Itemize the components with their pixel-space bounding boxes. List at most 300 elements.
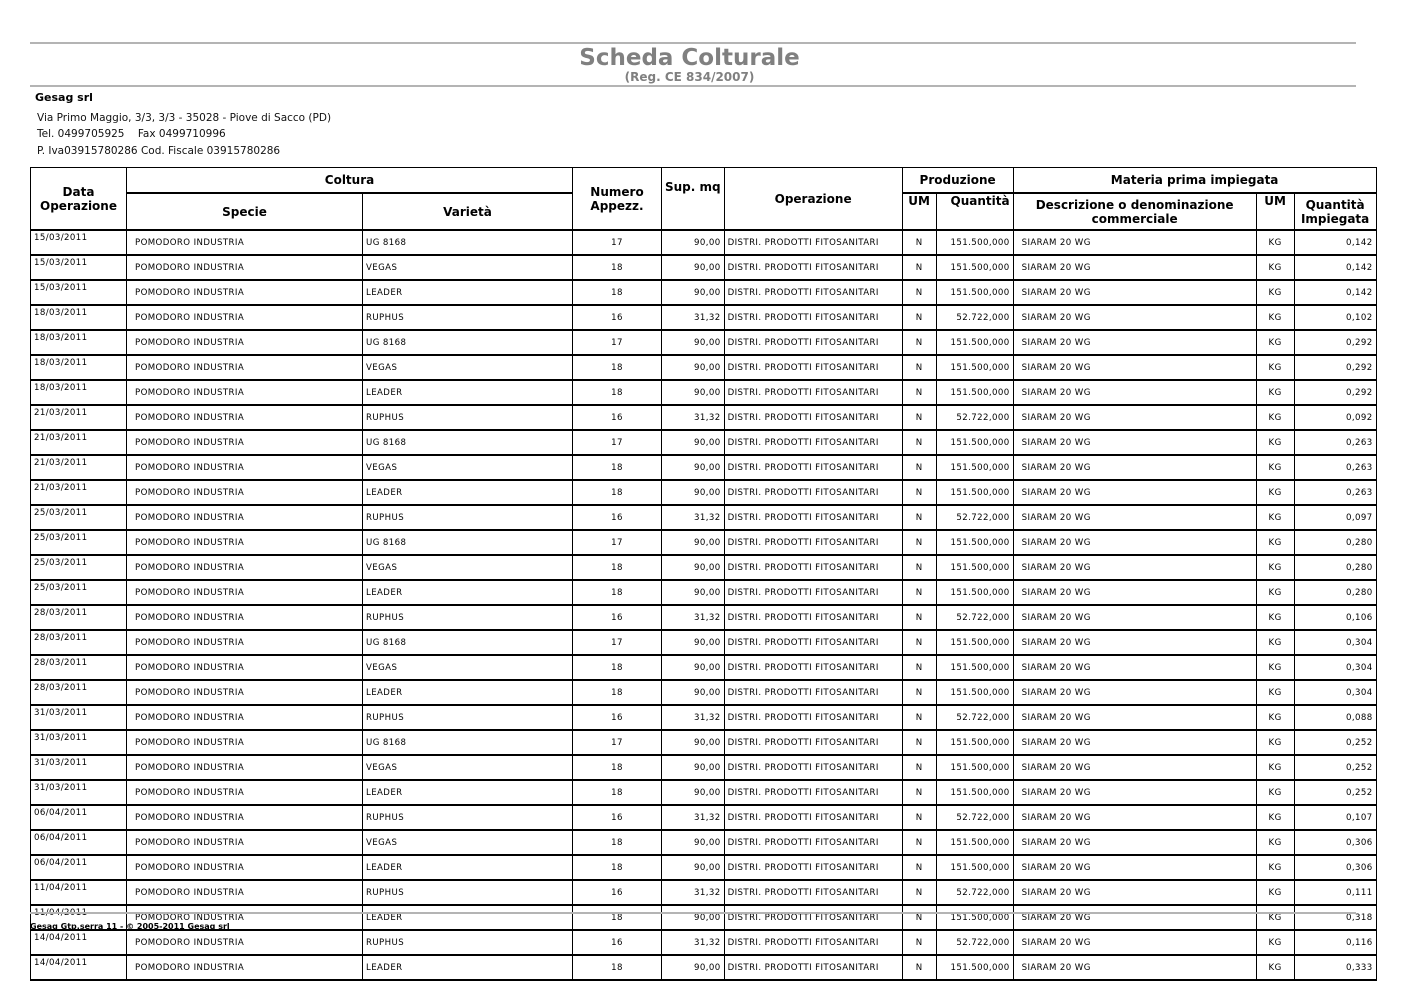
cell-specie: POMODORO INDUSTRIA: [127, 605, 363, 630]
cell-specie: POMODORO INDUSTRIA: [127, 805, 363, 830]
cell-numero-appezz: 18: [573, 755, 662, 780]
cell-prod-quantita: 151.500,000: [936, 480, 1013, 505]
cell-sup-mq: 31,32: [662, 505, 725, 530]
cell-operazione: DISTRI. PRODOTTI FITOSANITARI: [724, 955, 902, 980]
cell-operazione: DISTRI. PRODOTTI FITOSANITARI: [724, 455, 902, 480]
header-sup-mq: Sup. mq: [662, 168, 725, 231]
cell-operazione: DISTRI. PRODOTTI FITOSANITARI: [724, 330, 902, 355]
cell-numero-appezz: 16: [573, 930, 662, 955]
cell-date: 25/03/2011: [31, 580, 127, 605]
cell-specie: POMODORO INDUSTRIA: [127, 330, 363, 355]
cell-descrizione: SIARAM 20 WG: [1013, 630, 1256, 655]
table-row: [31, 905, 1377, 930]
cell-mat-um: KG: [1256, 805, 1294, 830]
cell-sup-mq: 31,32: [662, 880, 725, 905]
cell-numero-appezz: 16: [573, 705, 662, 730]
header-quantita-impiegata: Quantità Impiegata: [1294, 193, 1376, 230]
cell-prod-um: N: [902, 905, 936, 930]
cell-varieta: RUPHUS: [363, 505, 573, 530]
cell-varieta: VEGAS: [363, 755, 573, 780]
cell-mat-um: KG: [1256, 255, 1294, 280]
footer-rule: [30, 912, 1356, 914]
cell-varieta: UG 8168: [363, 530, 573, 555]
table-row: [31, 880, 1377, 905]
title-rule: [30, 85, 1356, 87]
cell-quantita-impiegata: 0,102: [1294, 305, 1376, 330]
cell-prod-um: N: [902, 630, 936, 655]
cell-descrizione: SIARAM 20 WG: [1013, 805, 1256, 830]
cell-date: 21/03/2011: [31, 480, 127, 505]
cell-specie: POMODORO INDUSTRIA: [127, 930, 363, 955]
cell-descrizione: SIARAM 20 WG: [1013, 930, 1256, 955]
cell-prod-quantita: 151.500,000: [936, 230, 1013, 255]
cell-mat-um: KG: [1256, 655, 1294, 680]
cell-sup-mq: 90,00: [662, 780, 725, 805]
header-numero-appezz: Numero Appezz.: [573, 168, 662, 231]
cell-prod-quantita: 151.500,000: [936, 680, 1013, 705]
header-descrizione: Descrizione o denominazione commerciale: [1013, 193, 1256, 230]
cell-date: 18/03/2011: [31, 330, 127, 355]
table-row: [31, 630, 1377, 655]
cell-operazione: DISTRI. PRODOTTI FITOSANITARI: [724, 755, 902, 780]
crop-record-table: [30, 167, 1377, 981]
cell-sup-mq: 31,32: [662, 405, 725, 430]
cell-specie: POMODORO INDUSTRIA: [127, 305, 363, 330]
cell-sup-mq: 90,00: [662, 730, 725, 755]
cell-numero-appezz: 18: [573, 555, 662, 580]
cell-quantita-impiegata: 0,304: [1294, 630, 1376, 655]
table-row: [31, 330, 1377, 355]
cell-date: 28/03/2011: [31, 680, 127, 705]
cell-quantita-impiegata: 0,292: [1294, 355, 1376, 380]
cell-numero-appezz: 18: [573, 780, 662, 805]
cell-quantita-impiegata: 0,306: [1294, 830, 1376, 855]
cell-numero-appezz: 18: [573, 380, 662, 405]
table-row: [31, 830, 1377, 855]
cell-descrizione: SIARAM 20 WG: [1013, 330, 1256, 355]
cell-operazione: DISTRI. PRODOTTI FITOSANITARI: [724, 355, 902, 380]
table-row: [31, 505, 1377, 530]
cell-mat-um: KG: [1256, 355, 1294, 380]
cell-quantita-impiegata: 0,142: [1294, 280, 1376, 305]
table-row: [31, 955, 1377, 980]
cell-mat-um: KG: [1256, 505, 1294, 530]
cell-specie: POMODORO INDUSTRIA: [127, 580, 363, 605]
cell-varieta: VEGAS: [363, 355, 573, 380]
cell-quantita-impiegata: 0,280: [1294, 530, 1376, 555]
cell-date: 18/03/2011: [31, 355, 127, 380]
cell-prod-um: N: [902, 680, 936, 705]
cell-date: 28/03/2011: [31, 630, 127, 655]
table-row: [31, 705, 1377, 730]
cell-specie: POMODORO INDUSTRIA: [127, 680, 363, 705]
cell-mat-um: KG: [1256, 480, 1294, 505]
cell-quantita-impiegata: 0,280: [1294, 580, 1376, 605]
table-row: [31, 655, 1377, 680]
table-row: [31, 380, 1377, 405]
cell-sup-mq: 90,00: [662, 255, 725, 280]
cell-descrizione: SIARAM 20 WG: [1013, 605, 1256, 630]
cell-descrizione: SIARAM 20 WG: [1013, 755, 1256, 780]
cell-date: 15/03/2011: [31, 280, 127, 305]
cell-prod-um: N: [902, 730, 936, 755]
cell-operazione: DISTRI. PRODOTTI FITOSANITARI: [724, 930, 902, 955]
cell-numero-appezz: 18: [573, 830, 662, 855]
cell-prod-um: N: [902, 305, 936, 330]
cell-operazione: DISTRI. PRODOTTI FITOSANITARI: [724, 405, 902, 430]
cell-date: 06/04/2011: [31, 805, 127, 830]
header-operazione: Operazione: [724, 168, 902, 231]
cell-descrizione: SIARAM 20 WG: [1013, 355, 1256, 380]
cell-mat-um: KG: [1256, 605, 1294, 630]
cell-varieta: RUPHUS: [363, 805, 573, 830]
cell-descrizione: SIARAM 20 WG: [1013, 555, 1256, 580]
cell-specie: POMODORO INDUSTRIA: [127, 380, 363, 405]
table-row: [31, 805, 1377, 830]
cell-date: 25/03/2011: [31, 505, 127, 530]
cell-mat-um: KG: [1256, 630, 1294, 655]
cell-mat-um: KG: [1256, 905, 1294, 930]
cell-specie: POMODORO INDUSTRIA: [127, 630, 363, 655]
cell-numero-appezz: 17: [573, 430, 662, 455]
cell-numero-appezz: 16: [573, 605, 662, 630]
cell-specie: POMODORO INDUSTRIA: [127, 905, 363, 930]
cell-prod-quantita: 151.500,000: [936, 280, 1013, 305]
table-row: [31, 480, 1377, 505]
cell-date: 25/03/2011: [31, 530, 127, 555]
cell-descrizione: SIARAM 20 WG: [1013, 780, 1256, 805]
cell-prod-um: N: [902, 805, 936, 830]
cell-specie: POMODORO INDUSTRIA: [127, 480, 363, 505]
cell-varieta: LEADER: [363, 480, 573, 505]
cell-descrizione: SIARAM 20 WG: [1013, 255, 1256, 280]
cell-mat-um: KG: [1256, 880, 1294, 905]
cell-numero-appezz: 16: [573, 805, 662, 830]
cell-sup-mq: 90,00: [662, 330, 725, 355]
cell-sup-mq: 90,00: [662, 755, 725, 780]
cell-prod-quantita: 151.500,000: [936, 755, 1013, 780]
cell-date: 15/03/2011: [31, 255, 127, 280]
cell-numero-appezz: 18: [573, 480, 662, 505]
cell-sup-mq: 90,00: [662, 830, 725, 855]
cell-numero-appezz: 16: [573, 305, 662, 330]
cell-descrizione: SIARAM 20 WG: [1013, 430, 1256, 455]
cell-numero-appezz: 18: [573, 655, 662, 680]
cell-numero-appezz: 18: [573, 255, 662, 280]
cell-operazione: DISTRI. PRODOTTI FITOSANITARI: [724, 905, 902, 930]
cell-specie: POMODORO INDUSTRIA: [127, 455, 363, 480]
cell-prod-quantita: 52.722,000: [936, 405, 1013, 430]
cell-quantita-impiegata: 0,304: [1294, 680, 1376, 705]
cell-varieta: RUPHUS: [363, 305, 573, 330]
cell-prod-um: N: [902, 330, 936, 355]
cell-prod-quantita: 52.722,000: [936, 880, 1013, 905]
cell-specie: POMODORO INDUSTRIA: [127, 530, 363, 555]
cell-descrizione: SIARAM 20 WG: [1013, 480, 1256, 505]
cell-sup-mq: 31,32: [662, 305, 725, 330]
header-specie: Specie: [127, 193, 363, 230]
cell-date: 28/03/2011: [31, 655, 127, 680]
cell-operazione: DISTRI. PRODOTTI FITOSANITARI: [724, 705, 902, 730]
cell-numero-appezz: 17: [573, 230, 662, 255]
cell-quantita-impiegata: 0,292: [1294, 330, 1376, 355]
table-row: [31, 355, 1377, 380]
table-row: [31, 730, 1377, 755]
cell-varieta: RUPHUS: [363, 605, 573, 630]
header-mat-um: UM: [1256, 193, 1294, 230]
cell-quantita-impiegata: 0,097: [1294, 505, 1376, 530]
cell-prod-quantita: 52.722,000: [936, 605, 1013, 630]
cell-date: 11/04/2011: [31, 905, 127, 930]
cell-prod-quantita: 151.500,000: [936, 780, 1013, 805]
cell-numero-appezz: 16: [573, 880, 662, 905]
cell-quantita-impiegata: 0,252: [1294, 780, 1376, 805]
cell-mat-um: KG: [1256, 280, 1294, 305]
cell-numero-appezz: 18: [573, 455, 662, 480]
cell-prod-quantita: 151.500,000: [936, 730, 1013, 755]
cell-sup-mq: 90,00: [662, 455, 725, 480]
cell-prod-quantita: 151.500,000: [936, 455, 1013, 480]
cell-sup-mq: 31,32: [662, 605, 725, 630]
cell-mat-um: KG: [1256, 530, 1294, 555]
cell-mat-um: KG: [1256, 555, 1294, 580]
cell-operazione: DISTRI. PRODOTTI FITOSANITARI: [724, 655, 902, 680]
cell-date: 31/03/2011: [31, 730, 127, 755]
table-row: [31, 255, 1377, 280]
header-varieta: Varietà: [363, 193, 573, 230]
table-row: [31, 680, 1377, 705]
cell-specie: POMODORO INDUSTRIA: [127, 655, 363, 680]
cell-prod-um: N: [902, 780, 936, 805]
cell-numero-appezz: 18: [573, 580, 662, 605]
cell-quantita-impiegata: 0,092: [1294, 405, 1376, 430]
cell-prod-quantita: 52.722,000: [936, 705, 1013, 730]
cell-prod-quantita: 151.500,000: [936, 330, 1013, 355]
cell-prod-um: N: [902, 355, 936, 380]
cell-quantita-impiegata: 0,088: [1294, 705, 1376, 730]
cell-date: 31/03/2011: [31, 780, 127, 805]
cell-sup-mq: 90,00: [662, 630, 725, 655]
cell-prod-um: N: [902, 555, 936, 580]
cell-numero-appezz: 18: [573, 680, 662, 705]
cell-operazione: DISTRI. PRODOTTI FITOSANITARI: [724, 605, 902, 630]
cell-specie: POMODORO INDUSTRIA: [127, 430, 363, 455]
cell-numero-appezz: 17: [573, 630, 662, 655]
cell-specie: POMODORO INDUSTRIA: [127, 405, 363, 430]
cell-prod-um: N: [902, 705, 936, 730]
cell-varieta: VEGAS: [363, 255, 573, 280]
cell-quantita-impiegata: 0,306: [1294, 855, 1376, 880]
cell-prod-quantita: 151.500,000: [936, 255, 1013, 280]
cell-mat-um: KG: [1256, 330, 1294, 355]
cell-operazione: DISTRI. PRODOTTI FITOSANITARI: [724, 380, 902, 405]
cell-mat-um: KG: [1256, 830, 1294, 855]
cell-prod-quantita: 151.500,000: [936, 855, 1013, 880]
cell-mat-um: KG: [1256, 305, 1294, 330]
cell-mat-um: KG: [1256, 730, 1294, 755]
table-row: [31, 305, 1377, 330]
cell-prod-um: N: [902, 280, 936, 305]
header-data-operazione: Data Operazione: [31, 168, 127, 231]
cell-date: 14/04/2011: [31, 930, 127, 955]
header-materia-prima: Materia prima impiegata: [1013, 168, 1376, 194]
cell-descrizione: SIARAM 20 WG: [1013, 305, 1256, 330]
cell-sup-mq: 90,00: [662, 655, 725, 680]
cell-specie: POMODORO INDUSTRIA: [127, 830, 363, 855]
cell-quantita-impiegata: 0,142: [1294, 255, 1376, 280]
cell-prod-um: N: [902, 430, 936, 455]
cell-quantita-impiegata: 0,142: [1294, 230, 1376, 255]
cell-descrizione: SIARAM 20 WG: [1013, 505, 1256, 530]
cell-sup-mq: 90,00: [662, 280, 725, 305]
cell-operazione: DISTRI. PRODOTTI FITOSANITARI: [724, 780, 902, 805]
cell-descrizione: SIARAM 20 WG: [1013, 580, 1256, 605]
cell-date: 21/03/2011: [31, 455, 127, 480]
cell-numero-appezz: 17: [573, 330, 662, 355]
cell-sup-mq: 90,00: [662, 580, 725, 605]
cell-prod-um: N: [902, 655, 936, 680]
cell-varieta: UG 8168: [363, 730, 573, 755]
cell-mat-um: KG: [1256, 230, 1294, 255]
cell-specie: POMODORO INDUSTRIA: [127, 255, 363, 280]
cell-prod-um: N: [902, 480, 936, 505]
cell-sup-mq: 90,00: [662, 905, 725, 930]
table-row: [31, 230, 1377, 255]
cell-sup-mq: 90,00: [662, 680, 725, 705]
cell-mat-um: KG: [1256, 455, 1294, 480]
cell-descrizione: SIARAM 20 WG: [1013, 855, 1256, 880]
cell-specie: POMODORO INDUSTRIA: [127, 855, 363, 880]
cell-operazione: DISTRI. PRODOTTI FITOSANITARI: [724, 430, 902, 455]
cell-prod-um: N: [902, 830, 936, 855]
cell-prod-um: N: [902, 855, 936, 880]
cell-quantita-impiegata: 0,280: [1294, 555, 1376, 580]
cell-operazione: DISTRI. PRODOTTI FITOSANITARI: [724, 855, 902, 880]
cell-mat-um: KG: [1256, 405, 1294, 430]
cell-mat-um: KG: [1256, 430, 1294, 455]
cell-descrizione: SIARAM 20 WG: [1013, 830, 1256, 855]
cell-specie: POMODORO INDUSTRIA: [127, 505, 363, 530]
table-row: [31, 855, 1377, 880]
cell-prod-um: N: [902, 505, 936, 530]
cell-prod-quantita: 151.500,000: [936, 430, 1013, 455]
cell-mat-um: KG: [1256, 780, 1294, 805]
cell-date: 06/04/2011: [31, 830, 127, 855]
table-row: [31, 605, 1377, 630]
cell-descrizione: SIARAM 20 WG: [1013, 230, 1256, 255]
cell-mat-um: KG: [1256, 680, 1294, 705]
cell-descrizione: SIARAM 20 WG: [1013, 655, 1256, 680]
cell-operazione: DISTRI. PRODOTTI FITOSANITARI: [724, 230, 902, 255]
cell-sup-mq: 90,00: [662, 555, 725, 580]
cell-varieta: UG 8168: [363, 430, 573, 455]
table-row: [31, 755, 1377, 780]
cell-quantita-impiegata: 0,252: [1294, 755, 1376, 780]
cell-varieta: LEADER: [363, 855, 573, 880]
table-row: [31, 405, 1377, 430]
cell-sup-mq: 90,00: [662, 355, 725, 380]
document-subtitle: (Reg. CE 834/2007): [624, 70, 755, 84]
cell-numero-appezz: 18: [573, 280, 662, 305]
cell-prod-quantita: 52.722,000: [936, 305, 1013, 330]
cell-varieta: LEADER: [363, 780, 573, 805]
cell-mat-um: KG: [1256, 705, 1294, 730]
cell-descrizione: SIARAM 20 WG: [1013, 280, 1256, 305]
header-prod-um: UM: [902, 193, 936, 230]
cell-operazione: DISTRI. PRODOTTI FITOSANITARI: [724, 305, 902, 330]
document-title: Scheda Colturale: [579, 45, 800, 71]
table-row: [31, 580, 1377, 605]
cell-sup-mq: 90,00: [662, 855, 725, 880]
cell-prod-um: N: [902, 605, 936, 630]
cell-specie: POMODORO INDUSTRIA: [127, 705, 363, 730]
cell-sup-mq: 90,00: [662, 430, 725, 455]
cell-operazione: DISTRI. PRODOTTI FITOSANITARI: [724, 730, 902, 755]
cell-descrizione: SIARAM 20 WG: [1013, 880, 1256, 905]
cell-sup-mq: 90,00: [662, 380, 725, 405]
cell-varieta: LEADER: [363, 280, 573, 305]
cell-varieta: UG 8168: [363, 330, 573, 355]
cell-numero-appezz: 16: [573, 505, 662, 530]
cell-operazione: DISTRI. PRODOTTI FITOSANITARI: [724, 505, 902, 530]
cell-operazione: DISTRI. PRODOTTI FITOSANITARI: [724, 580, 902, 605]
cell-operazione: DISTRI. PRODOTTI FITOSANITARI: [724, 255, 902, 280]
cell-prod-um: N: [902, 955, 936, 980]
cell-prod-quantita: 52.722,000: [936, 930, 1013, 955]
footer-text: Gesag Gtp.serra 11 - © 2005-2011 Gesag srl: [30, 922, 230, 931]
cell-sup-mq: 90,00: [662, 480, 725, 505]
table-row: [31, 780, 1377, 805]
cell-date: 11/04/2011: [31, 880, 127, 905]
cell-mat-um: KG: [1256, 380, 1294, 405]
cell-operazione: DISTRI. PRODOTTI FITOSANITARI: [724, 280, 902, 305]
cell-varieta: LEADER: [363, 680, 573, 705]
cell-prod-um: N: [902, 230, 936, 255]
cell-specie: POMODORO INDUSTRIA: [127, 955, 363, 980]
cell-quantita-impiegata: 0,107: [1294, 805, 1376, 830]
cell-varieta: UG 8168: [363, 230, 573, 255]
cell-descrizione: SIARAM 20 WG: [1013, 730, 1256, 755]
cell-mat-um: KG: [1256, 580, 1294, 605]
cell-varieta: RUPHUS: [363, 705, 573, 730]
cell-varieta: LEADER: [363, 955, 573, 980]
cell-quantita-impiegata: 0,263: [1294, 480, 1376, 505]
cell-prod-um: N: [902, 405, 936, 430]
cell-descrizione: SIARAM 20 WG: [1013, 705, 1256, 730]
cell-prod-quantita: 151.500,000: [936, 355, 1013, 380]
cell-prod-um: N: [902, 930, 936, 955]
table-body: [31, 230, 1377, 980]
cell-numero-appezz: 17: [573, 730, 662, 755]
cell-date: 31/03/2011: [31, 705, 127, 730]
cell-numero-appezz: 17: [573, 530, 662, 555]
cell-specie: POMODORO INDUSTRIA: [127, 780, 363, 805]
cell-quantita-impiegata: 0,292: [1294, 380, 1376, 405]
cell-operazione: DISTRI. PRODOTTI FITOSANITARI: [724, 680, 902, 705]
cell-prod-quantita: 151.500,000: [936, 655, 1013, 680]
cell-quantita-impiegata: 0,116: [1294, 930, 1376, 955]
company-contacts: Tel. 0499705925 Fax 0499710996: [37, 128, 226, 140]
cell-quantita-impiegata: 0,263: [1294, 455, 1376, 480]
cell-quantita-impiegata: 0,318: [1294, 905, 1376, 930]
cell-prod-quantita: 151.500,000: [936, 555, 1013, 580]
header-prod-quantita: Quantità: [936, 193, 1013, 230]
table-row: [31, 555, 1377, 580]
cell-varieta: VEGAS: [363, 655, 573, 680]
cell-quantita-impiegata: 0,106: [1294, 605, 1376, 630]
cell-varieta: LEADER: [363, 905, 573, 930]
cell-operazione: DISTRI. PRODOTTI FITOSANITARI: [724, 830, 902, 855]
